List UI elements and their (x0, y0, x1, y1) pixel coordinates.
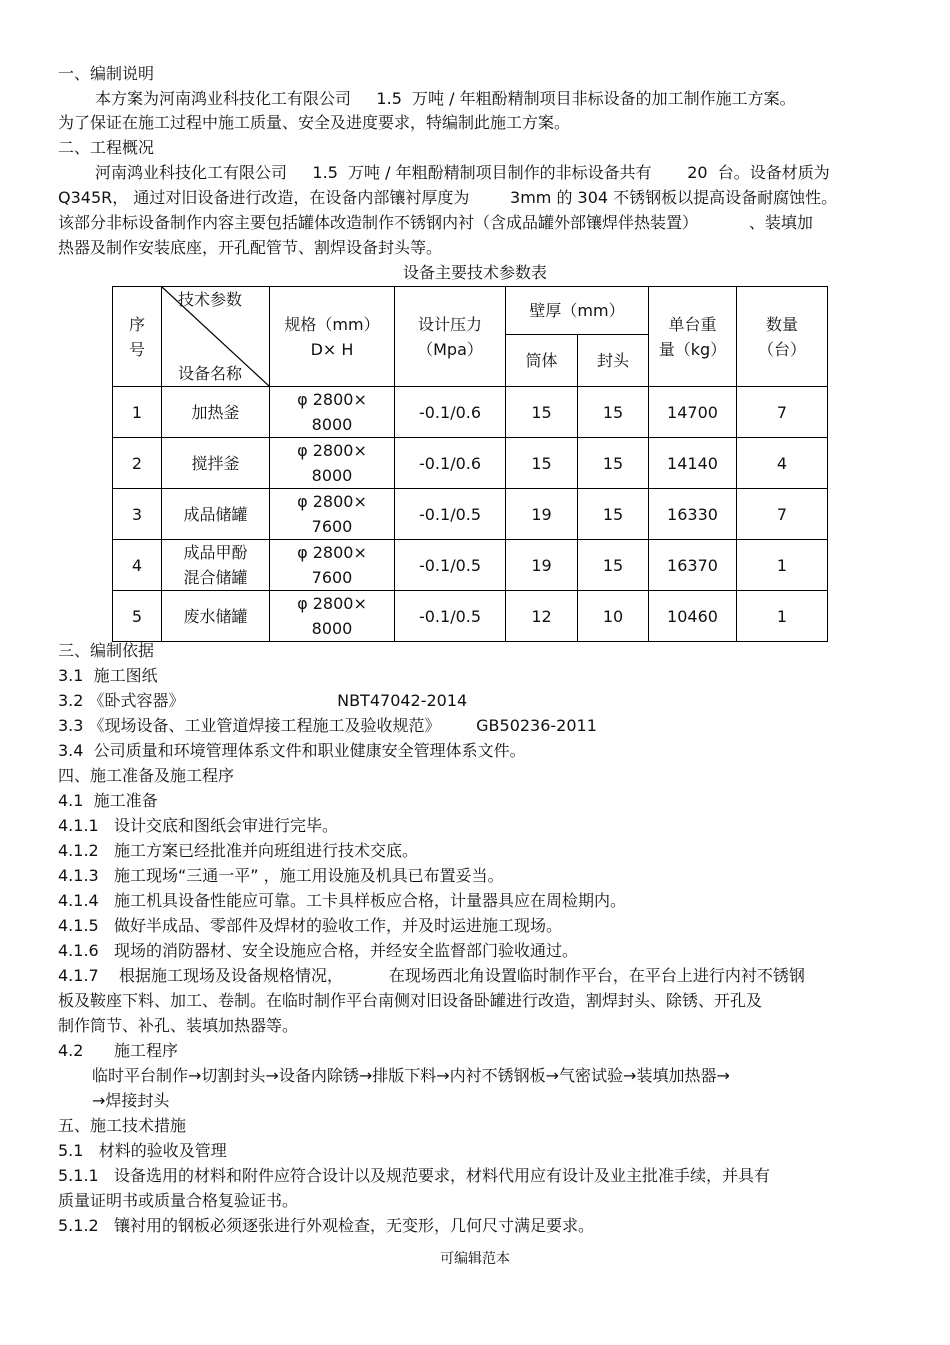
section1-heading: 一、编制说明 (58, 64, 155, 83)
table-caption: 设备主要技术参数表 (402, 263, 547, 282)
table-row: 2 搅拌釜 φ 2800× 8000 -0.1/0.6 15 15 14140 4 (113, 438, 828, 489)
spec: φ 2800× 8000 (270, 438, 395, 489)
prep-item-7-line2: 板及鞍座下料、加工、卷制。在临时制作平台南侧对旧设备卧罐进行改造，割焊封头、除锈、开孔及 (58, 991, 763, 1010)
section1-line2: 为了保证在施工过程中施工质量、安全及进度要求，特编制此施工方案。 (58, 113, 571, 132)
equipment-name: 成品储罐 (162, 489, 270, 540)
header-wall-thickness: 壁厚（mm） (506, 287, 649, 335)
header-technical-params: 技术参数 (178, 290, 243, 309)
basis-item: 3.2 《卧式容器》 NBT47042-2014 (58, 691, 468, 710)
header-diagonal-cell (162, 287, 270, 387)
header-spec: 规格（mm） D× H (270, 287, 395, 387)
material-item: 5.1.1 设备选用的材料和附件应符合设计以及规范要求，材料代用应有设计及业主批准手续，并具有 (58, 1166, 770, 1185)
header-head: 封头 (578, 335, 649, 387)
header-no: 序 号 (113, 287, 162, 387)
section2-line2: Q345R， 通过对旧设备进行改造，在设备内部镶衬厚度为 3mm 的 304 不锈钢板以提高设备耐腐蚀性。 (58, 188, 838, 207)
equipment-name: 加热釜 (162, 387, 270, 438)
basis-item: 3.3 《现场设备、工业管道焊接工程施工及验收规范》 GB50236-2011 (58, 716, 597, 735)
spec: φ 2800× 8000 (270, 387, 395, 438)
section2-heading: 二、工程概况 (58, 138, 155, 157)
table-row: 4 成品甲酚 混合储罐 φ 2800× 7600 -0.1/0.5 19 15 16370 1 (113, 540, 828, 591)
procedure-flow-line2: →焊接封头 (92, 1091, 170, 1110)
table-row: 3 成品储罐 φ 2800× 7600 -0.1/0.5 19 15 16330 7 (113, 489, 828, 540)
section2-line1: 河南鸿业科技化工有限公司 1.5 万吨 / 年粗酚精制项目制作的非标设备共有 20 台。设备材质为 (95, 163, 830, 182)
header-equipment-name: 设备名称 (178, 364, 243, 383)
prep-item: 4.1.2 施工方案已经批准并向班组进行技术交底。 (58, 841, 418, 860)
section4-sub2: 4.2 施工程序 (58, 1041, 178, 1060)
table-row: 5 废水储罐 φ 2800× 8000 -0.1/0.5 12 10 10460 1 (113, 591, 828, 642)
prep-item: 4.1.6 现场的消防器材、安全设施应合格，并经安全监督部门验收通过。 (58, 941, 578, 960)
equipment-parameter-table (112, 286, 828, 642)
page-footer: 可编辑范本 (440, 1251, 510, 1267)
equipment-name: 搅拌釜 (162, 438, 270, 489)
header-pressure: 设计压力 （Mpa） (395, 287, 506, 387)
section1-line1: 本方案为河南鸿业科技化工有限公司 1.5 万吨 / 年粗酚精制项目非标设备的加工制作施工方案。 (95, 89, 796, 108)
header-unit-weight: 单台重 量（kg） (649, 287, 737, 387)
material-item: 5.1.2 镶衬用的钢板必须逐张进行外观检查，无变形，几何尺寸满足要求。 (58, 1216, 594, 1235)
section5-sub1: 5.1 材料的验收及管理 (58, 1141, 227, 1160)
equipment-name: 成品甲酚 混合储罐 (162, 540, 270, 591)
section5-heading: 五、施工技术措施 (58, 1116, 187, 1135)
prep-item-7-line1: 4.1.7 根据施工现场及设备规格情况， 在现场西北角设置临时制作平台，在平台上进行内衬不锈钢 (58, 966, 805, 985)
header-quantity: 数量 （台） (737, 287, 828, 387)
spec: φ 2800× 8000 (270, 591, 395, 642)
section2-line4: 热器及制作安装底座，开孔配管节、割焊设备封头等。 (58, 238, 443, 257)
table-row: 1 加热釜 φ 2800× 8000 -0.1/0.6 15 15 14700 7 (113, 387, 828, 438)
header-shell: 筒体 (506, 335, 578, 387)
material-item: 质量证明书或质量合格复验证书。 (58, 1191, 299, 1210)
section4-sub1: 4.1 施工准备 (58, 791, 158, 810)
section2-line3: 该部分非标设备制作内容主要包括罐体改造制作不锈钢内衬（含成品罐外部镶焊伴热装置） 、装填加 (58, 213, 813, 232)
prep-item: 4.1.1 设计交底和图纸会审进行完毕。 (58, 816, 338, 835)
basis-item: 3.4 公司质量和环境管理体系文件和职业健康安全管理体系文件。 (58, 741, 526, 760)
section4-heading: 四、施工准备及施工程序 (58, 766, 235, 785)
procedure-flow-line1: 临时平台制作→切割封头→设备内除锈→排版下料→内衬不锈钢板→气密试验→装填加热器→ (92, 1066, 730, 1085)
prep-item: 4.1.4 施工机具设备性能应可靠。工卡具样板应合格，计量器具应在周检期内。 (58, 891, 626, 910)
prep-item: 4.1.3 施工现场“三通一平” ，施工用设施及机具已布置妥当。 (58, 866, 504, 885)
section3-heading: 三、编制依据 (58, 641, 155, 660)
spec: φ 2800× 7600 (270, 540, 395, 591)
basis-item: 3.1 施工图纸 (58, 666, 158, 685)
prep-item: 4.1.5 做好半成品、零部件及焊材的验收工作，并及时运进施工现场。 (58, 916, 562, 935)
equipment-name: 废水储罐 (162, 591, 270, 642)
spec: φ 2800× 7600 (270, 489, 395, 540)
prep-item-7-line3: 制作筒节、补孔、装填加热器等。 (58, 1016, 299, 1035)
